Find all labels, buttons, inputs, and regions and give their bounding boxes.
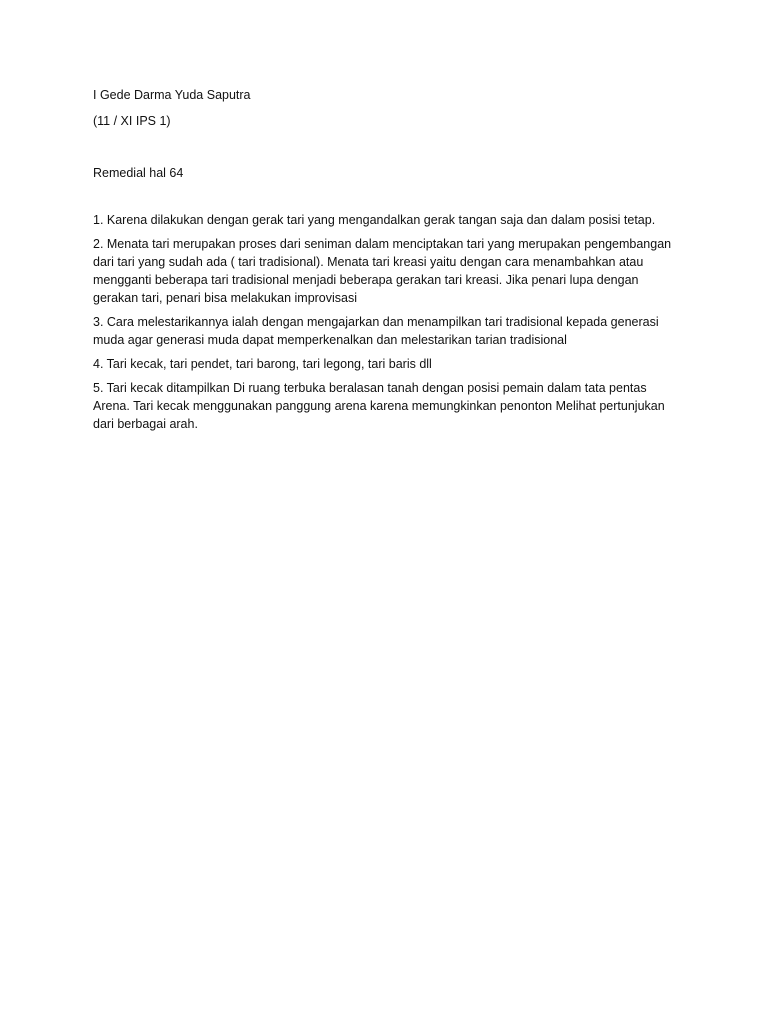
student-name: I Gede Darma Yuda Saputra (93, 88, 251, 102)
document-content (93, 86, 683, 439)
answer-2: 2. Menata tari merupakan proses dari seniman dalam menciptakan tari yang merupakan pengembangan dari tari yang sudah ada ( tari tradisional). Menata tari kreasi yaitu dengan cara menambahkan atau mengganti beberapa tari tradisional menjadi beberapa gerakan tari kreasi. Jika penari lupa dengan gerakan tari, penari bisa melakukan improvisasi (93, 237, 672, 305)
answer-5: 5. Tari kecak ditampilkan Di ruang terbuka beralasan tanah dengan posisi pemain dalam tata pentas Arena. Tari kecak menggunakan panggung arena karena memungkinkan penonton Melihat pertunjukan dari berbagai arah. (93, 381, 665, 431)
answer-1: 1. Karena dilakukan dengan gerak tari yang mengandalkan gerak tangan saja dan dalam posisi tetap. (93, 213, 656, 227)
answer-3: 3. Cara melestarikannya ialah dengan mengajarkan dan menampilkan tari tradisional kepada generasi muda agar generasi muda dapat memperkenalkan dan melestarikan tarian tradisional (93, 315, 659, 347)
assignment-title: Remedial hal 64 (93, 166, 184, 180)
student-class: (11 / XI IPS 1) (93, 114, 171, 128)
answer-4: 4. Tari kecak, tari pendet, tari barong, tari legong, tari baris dll (93, 357, 432, 371)
